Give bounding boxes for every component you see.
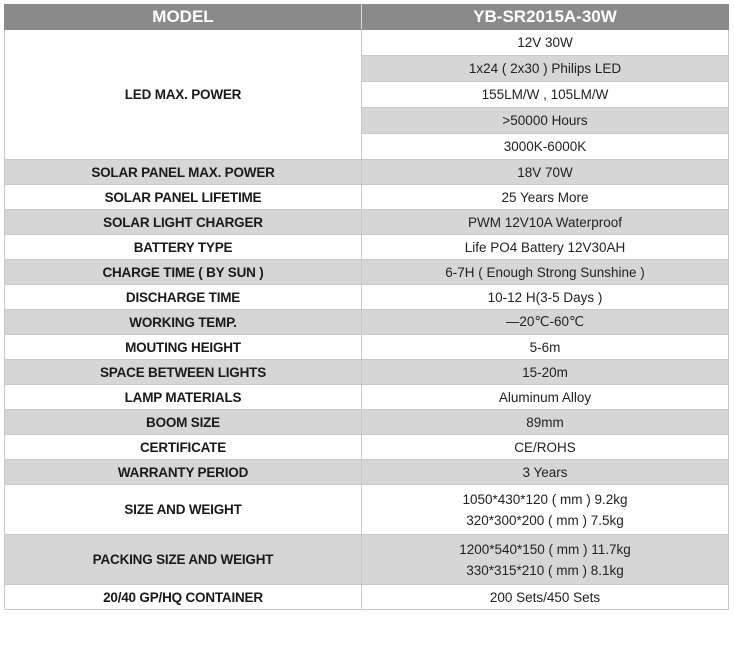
row-label: SOLAR LIGHT CHARGER xyxy=(5,210,362,235)
table-row xyxy=(5,30,729,56)
row-value: 15-20m xyxy=(362,360,729,385)
table-row xyxy=(5,435,729,460)
led-value: >50000 Hours xyxy=(362,108,729,134)
row-value: 18V 70W xyxy=(362,160,729,185)
size-weight-label: SIZE AND WEIGHT xyxy=(5,485,362,535)
model-label: MODEL xyxy=(5,5,362,30)
led-value: 3000K-6000K xyxy=(362,134,729,160)
size-weight-line: 1050*430*120 ( mm ) 9.2kg xyxy=(462,491,628,507)
header-row xyxy=(5,5,729,30)
row-label: BOOM SIZE xyxy=(5,410,362,435)
packing-label: PACKING SIZE AND WEIGHT xyxy=(5,535,362,585)
size-weight-value xyxy=(362,485,729,535)
row-value: 5-6m xyxy=(362,335,729,360)
row-value: 3 Years xyxy=(362,460,729,485)
size-weight-line: 320*300*200 ( mm ) 7.5kg xyxy=(466,512,624,528)
row-label: WARRANTY PERIOD xyxy=(5,460,362,485)
table-row xyxy=(5,460,729,485)
row-label: SPACE BETWEEN LIGHTS xyxy=(5,360,362,385)
table-row xyxy=(5,160,729,185)
packing-value xyxy=(362,535,729,585)
row-value: 6-7H ( Enough Strong Sunshine ) xyxy=(362,260,729,285)
row-label: SOLAR PANEL MAX. POWER xyxy=(5,160,362,185)
row-label: WORKING TEMP. xyxy=(5,310,362,335)
table-row xyxy=(5,335,729,360)
row-value: 10-12 H(3-5 Days ) xyxy=(362,285,729,310)
table-row xyxy=(5,260,729,285)
row-label: SOLAR PANEL LIFETIME xyxy=(5,185,362,210)
row-value: 25 Years More xyxy=(362,185,729,210)
table-row xyxy=(5,385,729,410)
row-value: Life PO4 Battery 12V30AH xyxy=(362,235,729,260)
row-label: CERTIFICATE xyxy=(5,435,362,460)
row-value: CE/ROHS xyxy=(362,435,729,460)
row-value: Aluminum Alloy xyxy=(362,385,729,410)
table-row xyxy=(5,535,729,585)
row-label: MOUTING HEIGHT xyxy=(5,335,362,360)
packing-line: 1200*540*150 ( mm ) 11.7kg xyxy=(459,541,631,557)
row-label: CHARGE TIME ( BY SUN ) xyxy=(5,260,362,285)
model-value: YB-SR2015A-30W xyxy=(362,5,729,30)
row-value: 89mm xyxy=(362,410,729,435)
row-value: —20℃-60℃ xyxy=(362,310,729,335)
table-row xyxy=(5,185,729,210)
row-value: PWM 12V10A Waterproof xyxy=(362,210,729,235)
table-row xyxy=(5,585,729,610)
led-max-power-label: LED MAX. POWER xyxy=(5,30,362,160)
table-row xyxy=(5,360,729,385)
led-value: 12V 30W xyxy=(362,30,729,56)
table-row xyxy=(5,210,729,235)
row-label: BATTERY TYPE xyxy=(5,235,362,260)
led-value: 155LM/W , 105LM/W xyxy=(362,82,729,108)
table-row xyxy=(5,485,729,535)
table-row xyxy=(5,285,729,310)
table-row xyxy=(5,310,729,335)
table-row xyxy=(5,235,729,260)
container-value: 200 Sets/450 Sets xyxy=(362,585,729,610)
spec-table xyxy=(4,4,729,610)
led-value: 1x24 ( 2x30 ) Philips LED xyxy=(362,56,729,82)
table-row xyxy=(5,410,729,435)
container-label: 20/40 GP/HQ CONTAINER xyxy=(5,585,362,610)
packing-line: 330*315*210 ( mm ) 8.1kg xyxy=(466,562,624,578)
row-label: DISCHARGE TIME xyxy=(5,285,362,310)
row-label: LAMP MATERIALS xyxy=(5,385,362,410)
